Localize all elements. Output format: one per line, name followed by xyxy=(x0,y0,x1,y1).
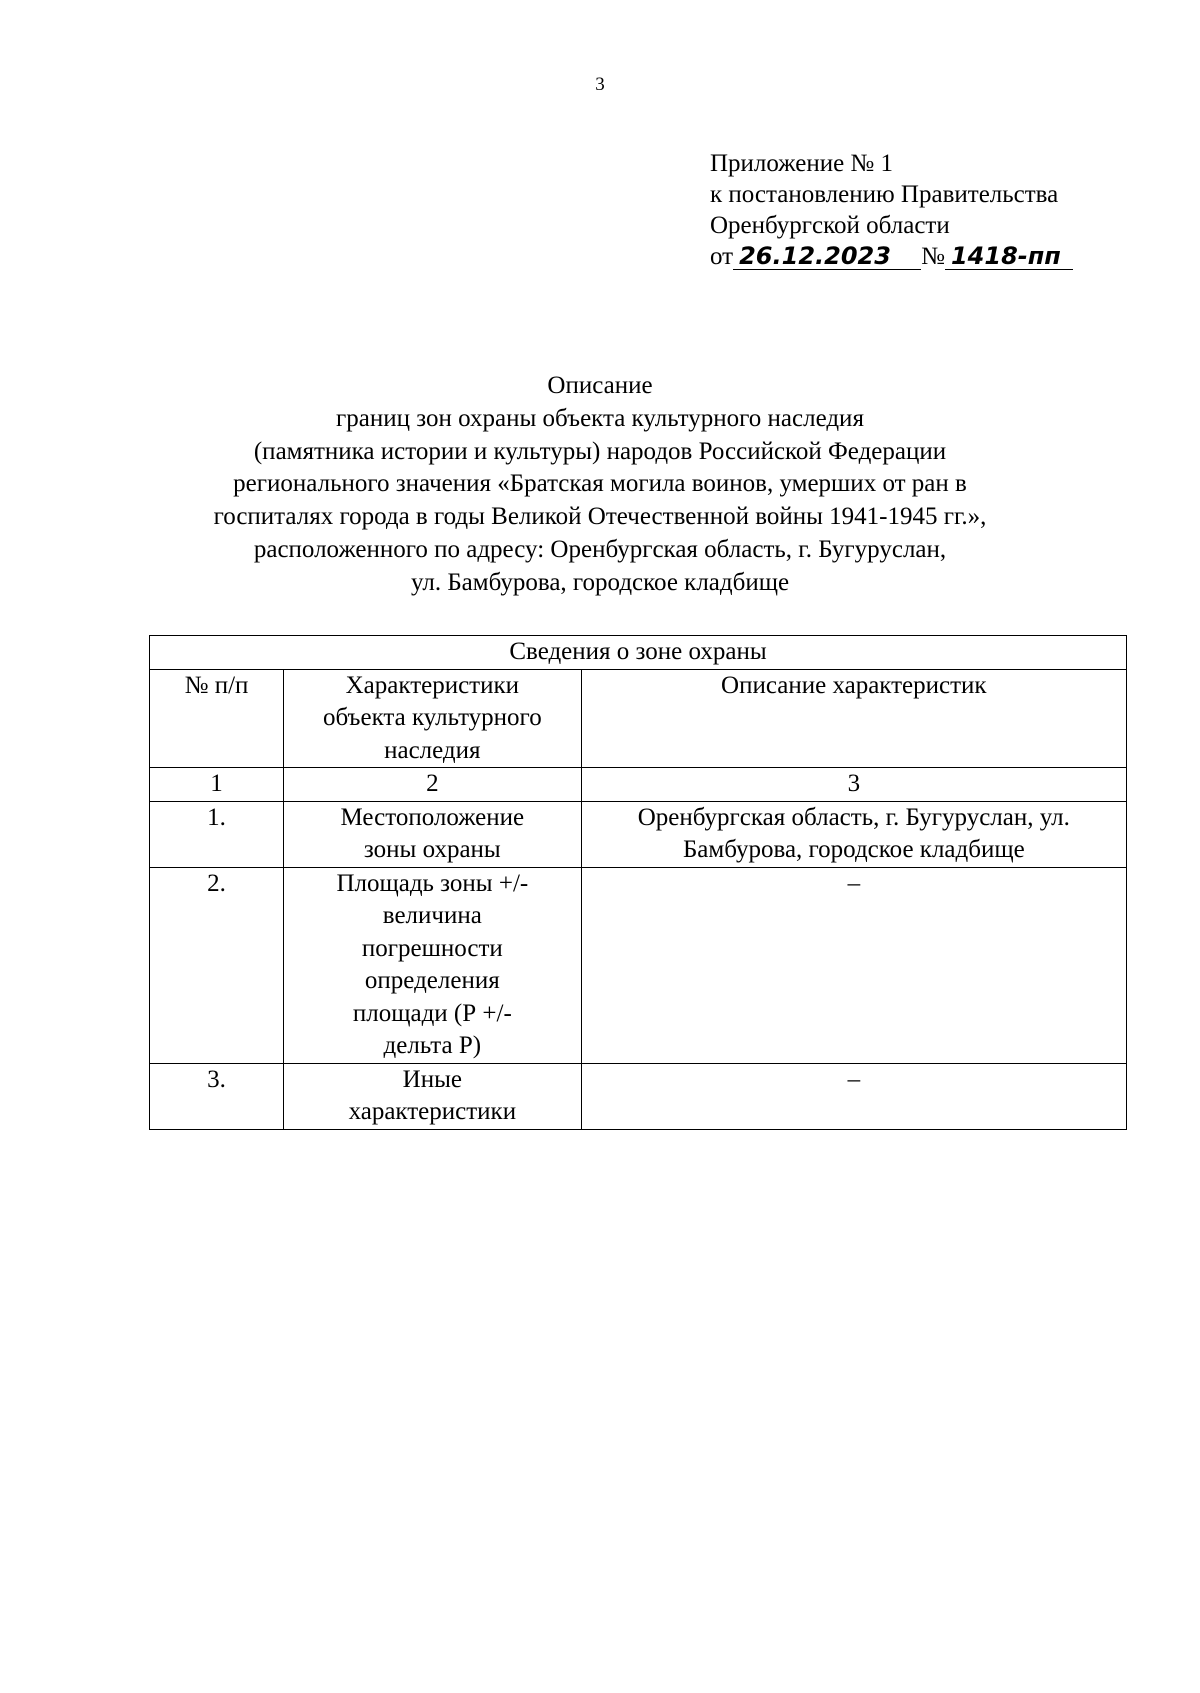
row-number: 1. xyxy=(150,801,284,867)
appendix-line-2: к постановлению Правительства xyxy=(710,181,1059,208)
zone-info-table xyxy=(149,635,1127,1130)
appendix-line-3: Оренбургской области xyxy=(710,212,950,239)
title-line-4: регионального значения «Братская могила воинов, умерших от ран в xyxy=(233,470,967,498)
table-caption-row xyxy=(150,636,1127,670)
table-row xyxy=(150,801,1127,867)
appendix-date-line xyxy=(710,241,1073,272)
table-header-row xyxy=(150,669,1127,768)
row-number: 3. xyxy=(150,1063,284,1129)
header-number: № п/п xyxy=(150,669,284,768)
appendix-header xyxy=(710,148,1073,272)
page-number: 3 xyxy=(595,74,605,95)
row-description: – xyxy=(581,867,1126,1063)
header-description: Описание характеристик xyxy=(581,669,1126,768)
row-description xyxy=(581,801,1126,867)
title-line-6: расположенного по адресу: Оренбургская область, г. Бугуруслан, xyxy=(253,535,947,563)
title-line-7: ул. Бамбурова, городское кладбище xyxy=(410,568,790,596)
row-characteristic xyxy=(284,867,582,1063)
row-description: – xyxy=(581,1063,1126,1129)
number-prefix: № xyxy=(921,243,945,270)
header-characteristics xyxy=(284,669,582,768)
document-title xyxy=(0,370,1200,600)
table-caption: Сведения о зоне охраны xyxy=(150,636,1127,670)
row-characteristic xyxy=(284,801,582,867)
title-line-5: госпиталях города в годы Великой Отечественной войны 1941-1945 гг.», xyxy=(213,503,987,531)
row-number: 2. xyxy=(150,867,284,1063)
title-line-3: (памятника истории и культуры) народов Российской Федерации xyxy=(253,437,947,465)
row-characteristic xyxy=(284,1063,582,1129)
title-line-1: Описание xyxy=(547,372,653,399)
handwritten-number: 1418-пп xyxy=(945,243,1073,270)
column-number-row xyxy=(150,768,1127,802)
row-characteristic-text: Площадь зоны +/- величина погрешности определения площади (Р +/- дельта Р) xyxy=(336,869,529,1059)
title-line-2: границ зон охраны объекта культурного наследия xyxy=(336,404,864,432)
table-row xyxy=(150,1063,1127,1129)
row-characteristic-text: Иные характеристики xyxy=(348,1065,517,1125)
handwritten-date: 26.12.2023 xyxy=(733,243,921,270)
column-number-1: 1 xyxy=(150,768,284,802)
header-characteristics-text: Характеристики объекта культурного наследия xyxy=(322,671,542,764)
row-description-text: Оренбургская область, г. Бугуруслан, ул. Бамбурова, городское кладбище xyxy=(637,803,1070,863)
table-row xyxy=(150,867,1127,1063)
column-number-2: 2 xyxy=(284,768,582,802)
column-number-3: 3 xyxy=(581,768,1126,802)
appendix-line-1: Приложение № 1 xyxy=(710,150,894,177)
date-prefix: от xyxy=(710,243,734,270)
row-characteristic-text: Местоположение зоны охраны xyxy=(340,803,525,863)
